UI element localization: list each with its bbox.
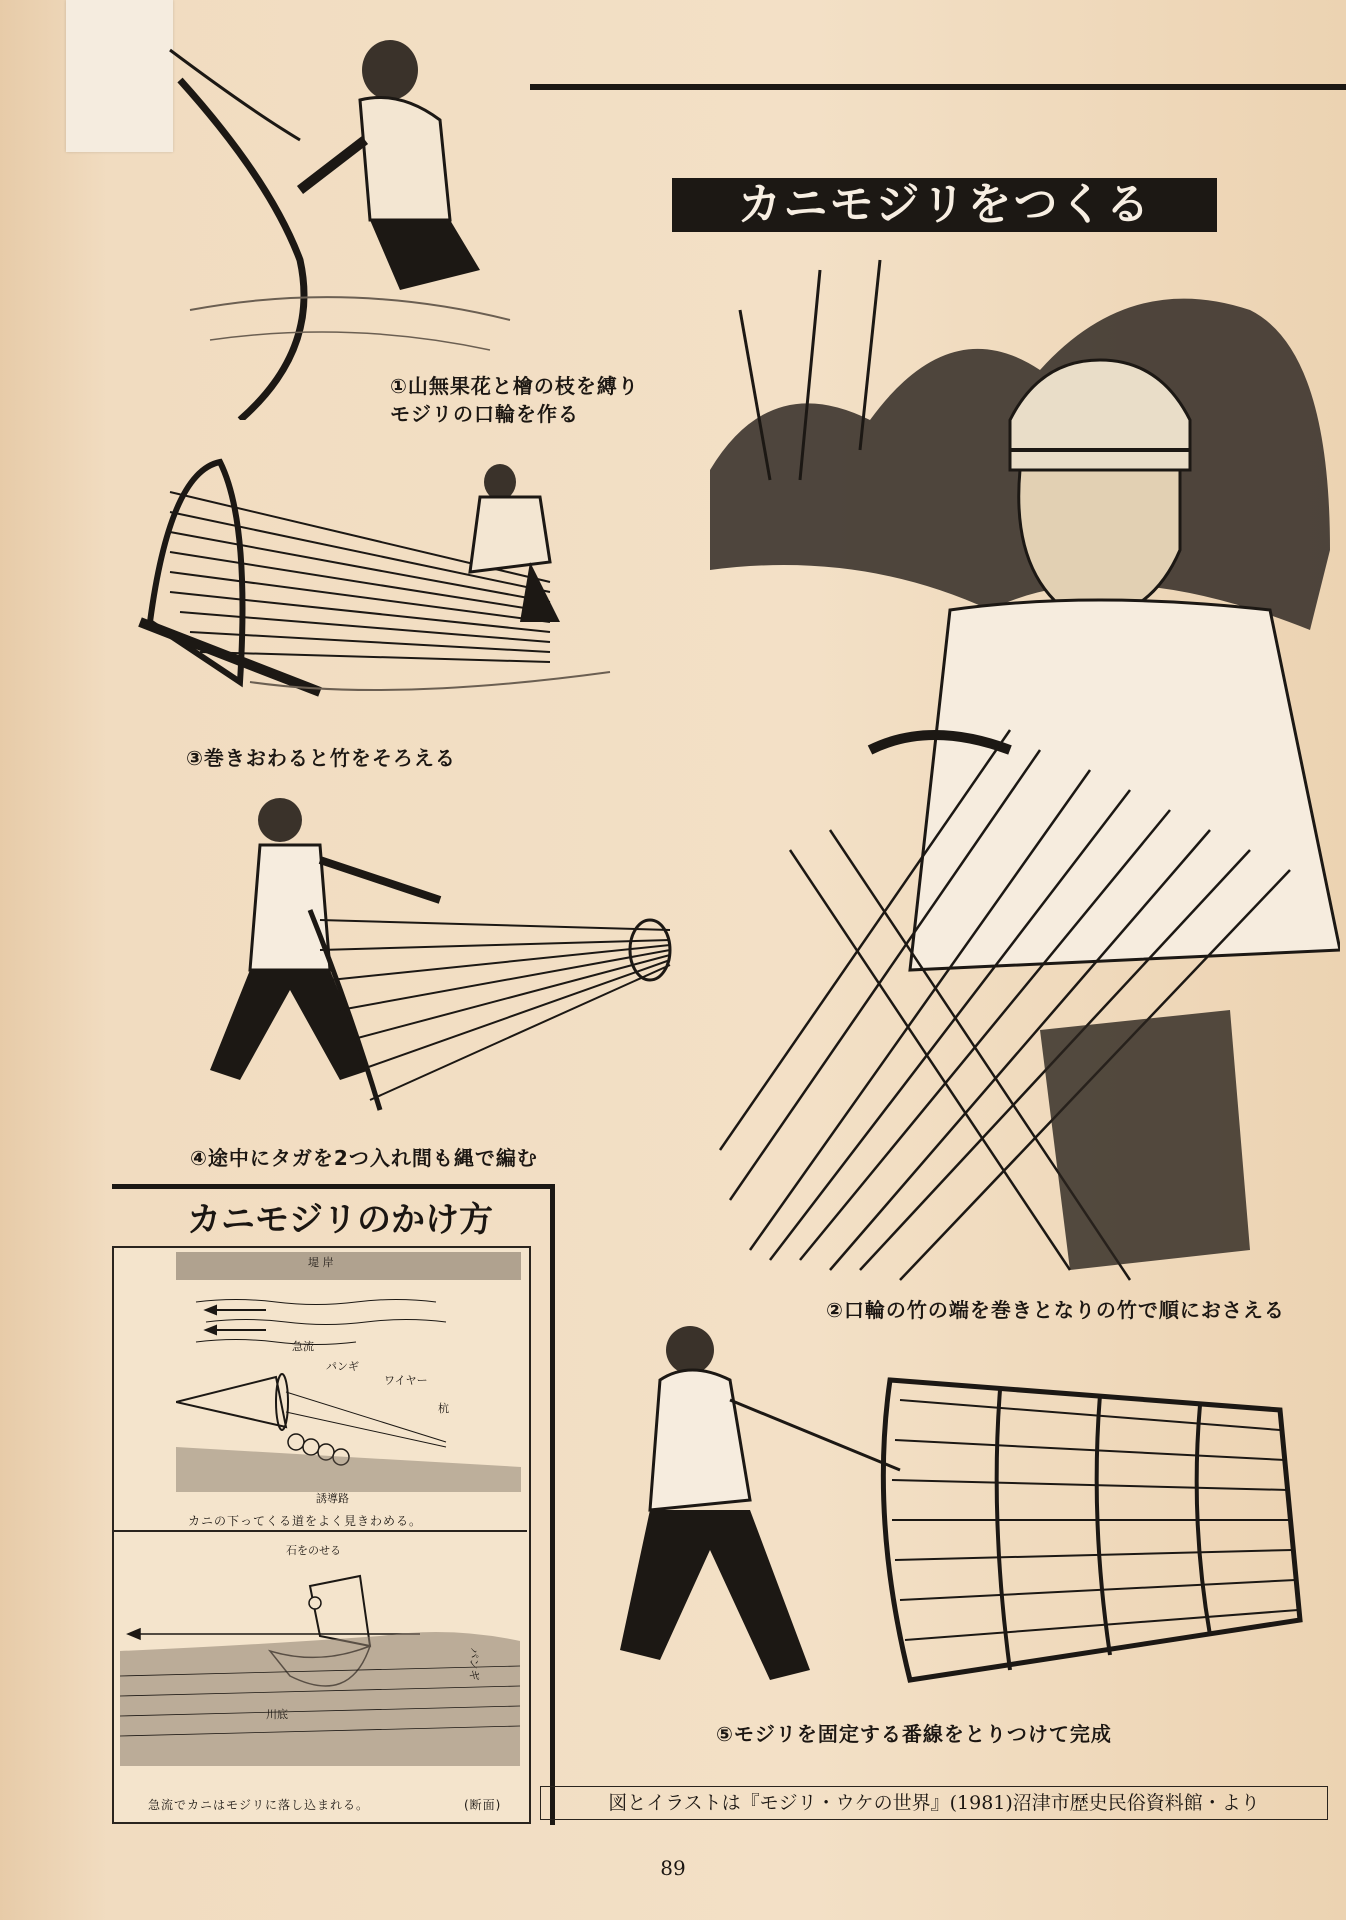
caption-step3: ③巻きおわると竹をそろえる [186, 746, 456, 770]
illustration-step5 [580, 1320, 1320, 1720]
caption-step1: ①山無果花と檜の枝を縛り モジリの口輪を作る [390, 374, 639, 426]
bottom-diagram [120, 1556, 520, 1766]
label-bank: 堤 岸 [308, 1256, 334, 1269]
label-pangi-bottom: パンギ [467, 1647, 481, 1681]
section-label: (断面) [464, 1798, 502, 1812]
caption-step4: ④途中にタガを2つ入れ間も縄で編む [190, 1146, 538, 1170]
label-guide-path: 誘導路 [316, 1492, 349, 1505]
diagram-divider [112, 1530, 527, 1532]
illustration-step1 [150, 20, 530, 420]
label-stake: 杭 [438, 1402, 449, 1415]
credit-line: 図とイラストは『モジリ・ウケの世界』(1981)沼津市歴史民俗資料館・より [540, 1786, 1328, 1820]
illustration-step2 [710, 250, 1340, 1300]
illustration-step3 [130, 452, 690, 712]
label-rapids: 急流 [292, 1340, 314, 1353]
top-rule [530, 84, 1346, 90]
label-pangi-top: パンギ [326, 1360, 359, 1373]
caption-step5: ⑤モジリを固定する番線をとりつけて完成 [716, 1722, 1112, 1746]
label-riverbed: 川底 [266, 1708, 288, 1721]
illustration-step4 [110, 790, 710, 1120]
label-stone: 石をのせる [286, 1544, 341, 1557]
method-title: カニモジリのかけ方 [187, 1200, 493, 1240]
bottom-diagram-caption: 急流でカニはモジリに落し込まれる。 [148, 1798, 370, 1812]
page-number: 89 [660, 1856, 686, 1880]
caption-step2: ②口輪の竹の端を巻きとなりの竹で順におさえる [826, 1298, 1285, 1322]
top-diagram-caption: カニの下ってくる道をよく見きわめる。 [188, 1514, 423, 1528]
label-wire: ワイヤー [384, 1374, 428, 1387]
page-title: カニモジリをつくる [672, 178, 1217, 232]
